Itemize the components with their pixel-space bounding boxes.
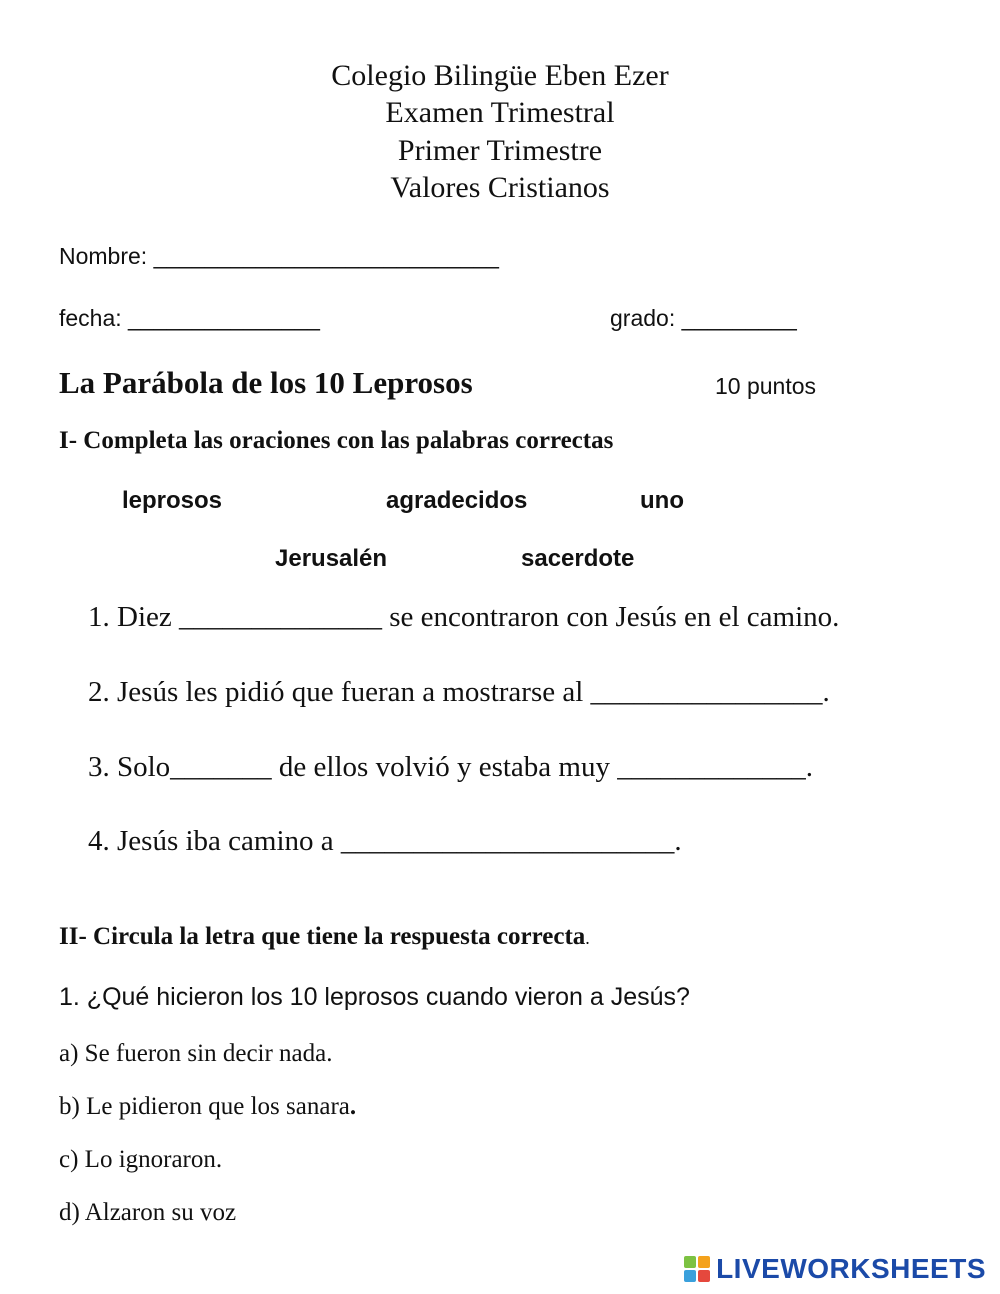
school-name: Colegio Bilingüe Eben Ezer <box>331 59 669 92</box>
option-b-period: . <box>349 1093 357 1120</box>
option-letter[interactable]: c) <box>59 1146 79 1173</box>
word-bank-item: uno <box>640 487 684 514</box>
sentence-text[interactable]: Jesús iba camino a _______________________. <box>117 825 682 857</box>
liveworksheets-wordmark: LIVEWORKSHEETS <box>716 1253 986 1284</box>
liveworksheets-logo <box>684 1253 986 1285</box>
option-letter[interactable]: d) <box>59 1199 80 1226</box>
section2-heading-text: II- Circula la letra que tiene la respuesta correcta <box>59 923 586 950</box>
sentence-number: 1. <box>88 601 110 633</box>
sentence-4 <box>88 825 682 858</box>
sentence-1 <box>88 601 839 634</box>
option-text: Se fueron sin decir nada. <box>84 1040 333 1067</box>
word-bank-item: agradecidos <box>386 487 528 514</box>
name-field[interactable]: Nombre: ___________________________ <box>59 243 499 269</box>
term: Primer Trimestre <box>397 134 603 167</box>
word-bank-item: leprosos <box>122 487 223 514</box>
worksheet-title: La Parábola de los 10 Leprosos <box>59 365 473 400</box>
option-a[interactable] <box>59 1040 333 1068</box>
grade-field[interactable]: grado: _________ <box>610 305 797 331</box>
date-field[interactable]: fecha: _______________ <box>59 305 320 331</box>
sentence-text[interactable]: Jesús les pidió que fueran a mostrarse al ________________. <box>117 676 830 708</box>
exam-type: Examen Trimestral <box>385 96 615 129</box>
sentence-text[interactable]: Solo_______ de ellos volvió y estaba muy _____________. <box>117 751 813 783</box>
word-bank-item: Jerusalén <box>275 545 388 572</box>
option-c[interactable] <box>59 1146 222 1174</box>
option-letter[interactable]: b) <box>59 1093 80 1120</box>
sentence-number: 2. <box>88 676 110 708</box>
sentence-number: 3. <box>88 751 110 783</box>
question-1: 1. ¿Qué hicieron los 10 leprosos cuando vieron a Jesús? <box>59 983 690 1011</box>
sentence-2 <box>88 676 830 709</box>
sentence-text[interactable]: Diez ______________ se encontraron con Jesús en el camino. <box>117 601 840 633</box>
option-letter[interactable]: a) <box>59 1040 79 1067</box>
subject: Valores Cristianos <box>390 171 610 204</box>
option-text: Le pidieron que los sanara <box>86 1093 350 1120</box>
section1-heading: I- Completa las oraciones con las palabras correctas <box>59 427 614 454</box>
word-bank-item: sacerdote <box>521 545 635 572</box>
section2-heading <box>59 923 590 951</box>
points-label: 10 puntos <box>715 373 817 399</box>
sentence-number: 4. <box>88 825 110 857</box>
sentence-3 <box>88 751 813 784</box>
option-d[interactable] <box>59 1199 236 1227</box>
option-text: Lo ignoraron. <box>84 1146 223 1173</box>
section2-heading-period: . <box>585 928 590 948</box>
liveworksheets-mark-icon <box>684 1256 710 1282</box>
option-b[interactable] <box>59 1093 356 1121</box>
option-text: Alzaron su voz <box>84 1199 237 1226</box>
